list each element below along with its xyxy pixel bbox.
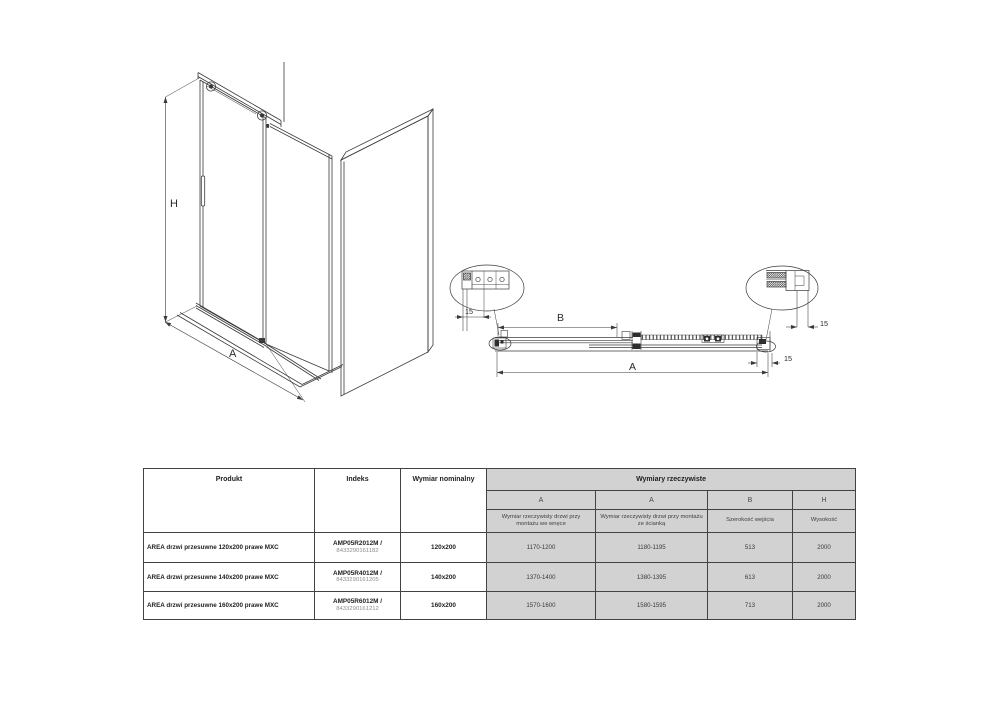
index-ean: 8433290161182 <box>336 547 379 554</box>
height-value: 2000 <box>793 592 856 620</box>
dim-height-label: H <box>170 198 178 210</box>
door-handle <box>201 176 204 206</box>
subheader-code-b: B <box>708 491 793 510</box>
subheader-desc-h: Wysokość <box>793 510 856 533</box>
index-ean: 8433290161212 <box>336 605 379 612</box>
dim-offset-right-entry-label: 15 <box>784 354 792 363</box>
actual-wall: 1580-1595 <box>596 592 708 620</box>
actual-niche: 1570-1600 <box>487 592 596 620</box>
sliding-rail <box>198 73 281 128</box>
spec-table <box>143 468 855 619</box>
product-name: AREA drzwi przesuwne 120x200 prawe MXC <box>144 533 315 563</box>
header-wymiary-rzeczywiste: Wymiary rzeczywiste <box>487 469 856 491</box>
header-indeks: Indeks <box>315 469 401 533</box>
dim-A-topview-label: A <box>629 361 637 373</box>
top-view-section-drawing <box>435 253 845 383</box>
nominal-size: 160x200 <box>401 592 487 620</box>
entry-width: 513 <box>708 533 793 563</box>
entry-width: 613 <box>708 563 793 592</box>
index-code: AMP05R2012M / <box>332 540 383 548</box>
index-ean: 8433290161205 <box>336 577 379 584</box>
actual-wall: 1380-1395 <box>596 563 708 592</box>
dim-offset-left-label: 15 <box>465 307 473 316</box>
isometric-shower-door-drawing <box>140 55 450 410</box>
dim-B-label: B <box>557 312 565 324</box>
subheader-code-a2: A <box>596 491 708 510</box>
door-assembly-section <box>489 331 776 353</box>
subheader-desc-a2: Wymiar rzeczywisty drzwi przy montażu ze ścianką <box>596 510 708 533</box>
index-code: AMP05R6012M / <box>332 598 383 606</box>
actual-niche: 1170-1200 <box>487 533 596 563</box>
dim-offset-right-entry <box>748 352 780 367</box>
table-row-120 <box>144 533 856 563</box>
nominal-size: 120x200 <box>401 533 487 563</box>
height-value: 2000 <box>793 533 856 563</box>
dim-width-A <box>165 322 305 402</box>
dim-offset-right-wall-label: 15 <box>820 319 828 328</box>
actual-wall: 1180-1195 <box>596 533 708 563</box>
header-produkt: Produkt <box>144 469 315 533</box>
subheader-code-h: H <box>793 491 856 510</box>
table-row-160 <box>144 592 856 620</box>
subheader-desc-a1: Wymiar rzeczywisty drzwi przy montażu we wnęce <box>487 510 596 533</box>
product-index <box>315 563 401 592</box>
fixed-glass-panel <box>266 124 332 374</box>
table-row-140 <box>144 563 856 592</box>
subheader-desc-b: Szerokość wejścia <box>708 510 793 533</box>
sliding-door-panel <box>200 80 266 344</box>
product-name: AREA drzwi przesuwne 160x200 prawe MXC <box>144 592 315 620</box>
header-wymiar-nominalny: Wymiar nominalny <box>401 469 487 533</box>
entry-width: 713 <box>708 592 793 620</box>
detail-bubble-door-seal <box>746 266 818 340</box>
product-name: AREA drzwi przesuwne 140x200 prawe MXC <box>144 563 315 592</box>
product-index <box>315 533 401 563</box>
nominal-size: 140x200 <box>401 563 487 592</box>
detail-bubble-wall-profile <box>450 265 524 335</box>
anti-jump-bolt <box>267 124 270 128</box>
subheader-code-a1: A <box>487 491 596 510</box>
index-code: AMP05R4012M / <box>332 569 383 577</box>
dim-B <box>498 323 617 337</box>
product-index <box>315 592 401 620</box>
actual-niche: 1370-1400 <box>487 563 596 592</box>
height-value: 2000 <box>793 563 856 592</box>
dim-width-label: A <box>229 348 237 360</box>
side-wall-panel <box>341 109 433 396</box>
